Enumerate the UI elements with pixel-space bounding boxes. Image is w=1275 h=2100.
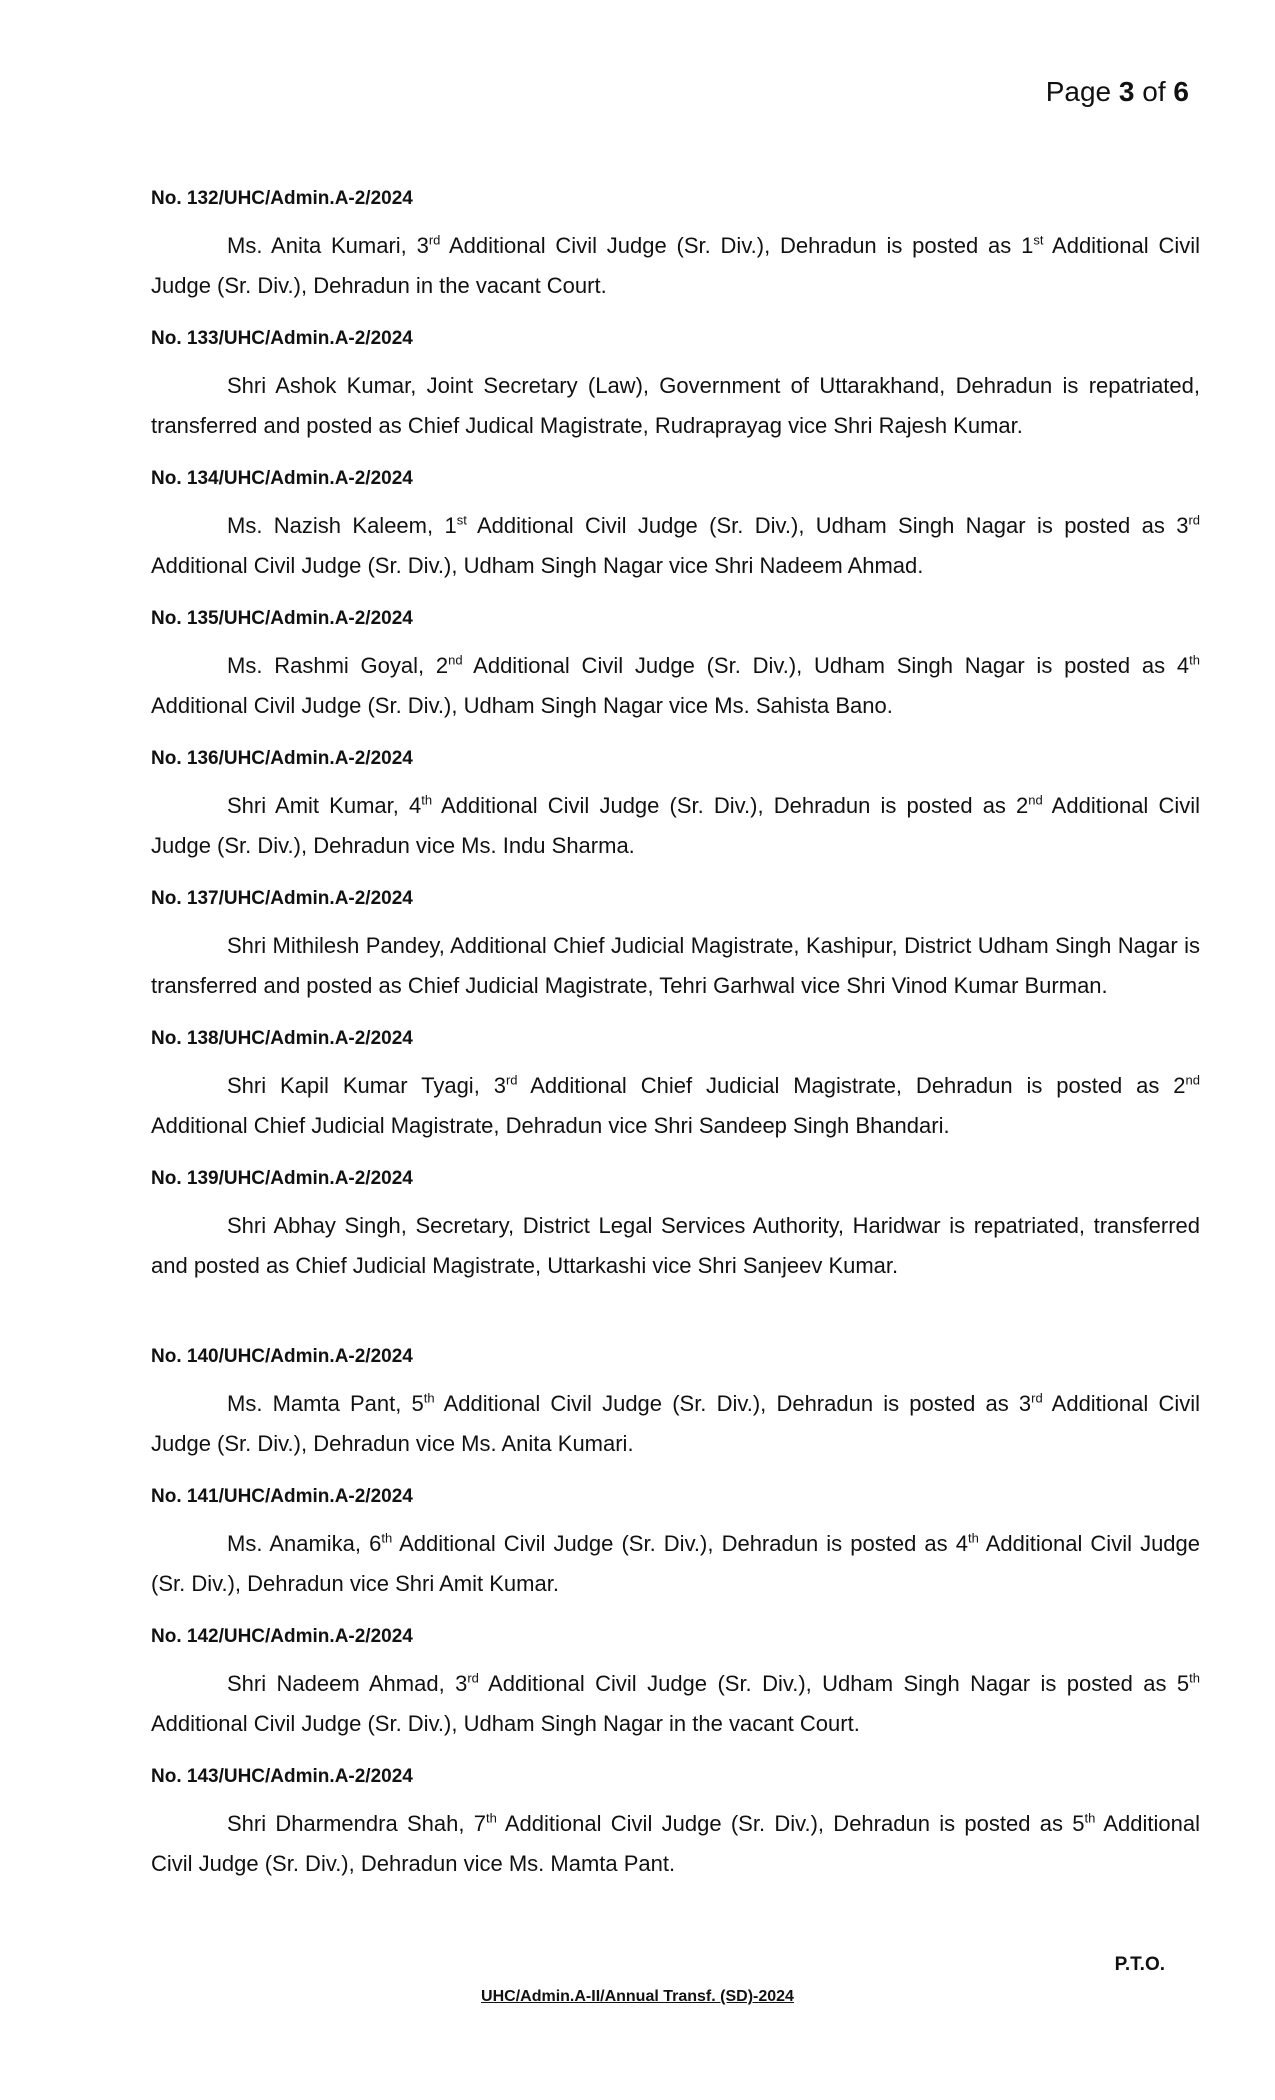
- page-total: 6: [1173, 76, 1189, 107]
- order-text: Shri Mithilesh Pandey, Additional Chief Judicial Magistrate, Kashipur, District Udham Singh Nagar is transferred and posted as Chief Judicial Magistrate, Tehri Garhwal vice Shri Vinod Kumar Burman.: [151, 933, 1200, 998]
- order: [151, 466, 1200, 586]
- order: [151, 1166, 1200, 1286]
- order: [151, 186, 1200, 306]
- order-text: Ms. Nazish Kaleem, 1st Additional Civil Judge (Sr. Div.), Udham Singh Nagar is posted as 3rd Additional Civil Judge (Sr. Div.), Udham Singh Nagar vice Shri Nadeem Ahmad.: [151, 512, 1200, 578]
- order: [151, 1026, 1200, 1146]
- order-text: Shri Ashok Kumar, Joint Secretary (Law), Government of Uttarakhand, Dehradun is repatriated, transferred and posted as Chief Judical Magistrate, Rudraprayag vice Shri Rajesh Kumar.: [151, 373, 1200, 438]
- order-number: No. 137/UHC/Admin.A-2/2024: [151, 888, 413, 909]
- order-text: Shri Kapil Kumar Tyagi, 3rd Additional Chief Judicial Magistrate, Dehradun is posted as 2nd Additional Chief Judicial Magistrate, Dehradun vice Shri Sandeep Singh Bhandari.: [151, 1072, 1201, 1138]
- order-text: Ms. Anamika, 6th Additional Civil Judge (Sr. Div.), Dehradun is posted as 4th Additional Civil Judge (Sr. Div.), Dehradun vice Shri Amit Kumar.: [151, 1530, 1201, 1596]
- order-number: No. 133/UHC/Admin.A-2/2024: [151, 328, 413, 349]
- order: [151, 1344, 1200, 1464]
- order: [151, 1484, 1200, 1604]
- page-current: 3: [1118, 76, 1135, 107]
- order-text: Shri Amit Kumar, 4th Additional Civil Judge (Sr. Div.), Dehradun is posted as 2nd Additional Civil Judge (Sr. Div.), Dehradun vice Ms. Indu Sharma.: [151, 792, 1200, 858]
- pto-marker: P.T.O.: [1114, 1954, 1165, 1975]
- order: [151, 746, 1200, 866]
- order-number: No. 140/UHC/Admin.A-2/2024: [151, 1346, 413, 1367]
- order-number: No. 136/UHC/Admin.A-2/2024: [151, 748, 413, 769]
- order: [151, 1624, 1200, 1744]
- order-number: No. 143/UHC/Admin.A-2/2024: [151, 1766, 413, 1787]
- order-text: Ms. Mamta Pant, 5th Additional Civil Judge (Sr. Div.), Dehradun is posted as 3rd Additional Civil Judge (Sr. Div.), Dehradun vice Ms. Anita Kumari.: [151, 1390, 1200, 1456]
- page-label: Page: [1045, 76, 1112, 107]
- order-number: No. 141/UHC/Admin.A-2/2024: [151, 1486, 413, 1507]
- order: [151, 1764, 1200, 1884]
- order-number: No. 134/UHC/Admin.A-2/2024: [151, 468, 413, 489]
- order-text: Shri Abhay Singh, Secretary, District Legal Services Authority, Haridwar is repatriated, transferred and posted as Chief Judicial Magistrate, Uttarkashi vice Shri Sanjeev Kumar.: [151, 1213, 1200, 1278]
- orders-list: [151, 186, 1200, 1884]
- order-text: Ms. Anita Kumari, 3rd Additional Civil Judge (Sr. Div.), Dehradun is posted as 1st Additional Civil Judge (Sr. Div.), Dehradun in the vacant Court.: [151, 232, 1201, 298]
- footer-reference: UHC/Admin.A-II/Annual Transf. (SD)-2024: [481, 1988, 794, 2005]
- page-number: [1046, 76, 1189, 108]
- order-text: Ms. Rashmi Goyal, 2nd Additional Civil Judge (Sr. Div.), Udham Singh Nagar is posted as 4th Additional Civil Judge (Sr. Div.), Udham Singh Nagar vice Ms. Sahista Bano.: [151, 652, 1200, 718]
- order-number: No. 135/UHC/Admin.A-2/2024: [151, 608, 413, 629]
- order-number: No. 142/UHC/Admin.A-2/2024: [151, 1626, 413, 1647]
- order-number: No. 132/UHC/Admin.A-2/2024: [151, 188, 413, 209]
- order: [151, 326, 1200, 446]
- order: [151, 886, 1200, 1006]
- order: [151, 606, 1200, 726]
- page-of: of: [1142, 76, 1166, 107]
- order-text: Shri Nadeem Ahmad, 3rd Additional Civil Judge (Sr. Div.), Udham Singh Nagar is posted as 5th Additional Civil Judge (Sr. Div.), Udham Singh Nagar in the vacant Court.: [151, 1670, 1200, 1736]
- order-number: No. 139/UHC/Admin.A-2/2024: [151, 1168, 413, 1189]
- order-number: No. 138/UHC/Admin.A-2/2024: [151, 1028, 413, 1049]
- order-text: Shri Dharmendra Shah, 7th Additional Civil Judge (Sr. Div.), Dehradun is posted as 5th Additional Civil Judge (Sr. Div.), Dehradun vice Ms. Mamta Pant.: [151, 1810, 1201, 1876]
